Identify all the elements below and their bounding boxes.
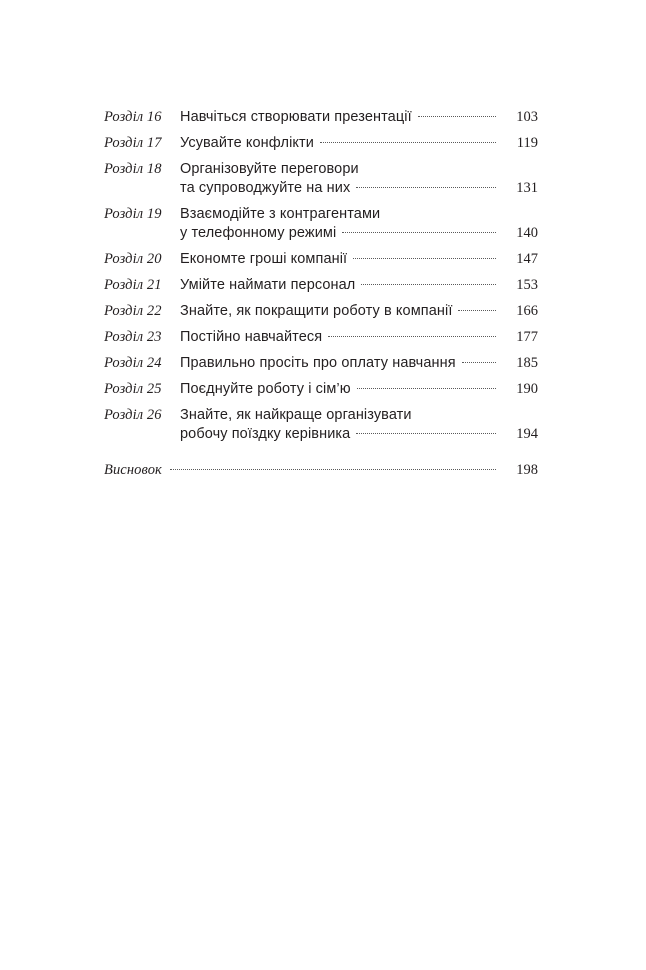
chapter-title-line-1: Взаємодійте з контрагентами [180,206,381,222]
chapter-title: Економте гроші компанії [180,251,348,267]
chapter-title: Постійно навчайтеся [180,329,323,345]
toc-entry-21[interactable] [104,276,538,295]
chapter-label: Розділ 24 [104,355,162,371]
chapter-label: Розділ 26 [104,407,162,423]
page-number: 185 [516,355,538,371]
toc-entry-19[interactable] [104,205,538,243]
chapter-title: Поєднуйте роботу і сім’ю [180,381,351,397]
page-number: 166 [516,303,538,319]
page-number: 177 [516,329,538,345]
dot-leader [356,187,496,188]
chapter-title: Знайте, як покращити роботу в компанії [180,303,453,319]
chapter-title-line-2: та супроводжуйте на них [180,180,351,196]
chapter-title-line-2: робочу поїздку керівника [180,426,351,442]
page-number: 103 [516,109,538,125]
dot-leader [353,258,496,259]
page-number: 190 [516,381,538,397]
chapter-title-line-1: Організовуйте переговори [180,161,359,177]
dot-leader [418,116,496,117]
chapter-title: Правильно просіть про оплату навчання [180,355,456,371]
toc-entry-24[interactable] [104,354,538,373]
toc-entry-25[interactable] [104,380,538,399]
toc-entry-23[interactable] [104,328,538,347]
dot-leader [328,336,496,337]
chapter-label: Розділ 19 [104,206,162,222]
page-number: 153 [516,277,538,293]
page-number: 131 [516,180,538,196]
dot-leader [357,388,496,389]
conclusion-label: Висновок [104,462,162,478]
toc-entry-20[interactable] [104,250,538,269]
chapter-label: Розділ 21 [104,277,162,293]
page-number: 140 [516,225,538,241]
page-number: 119 [516,135,538,151]
page-number: 198 [516,462,538,478]
dot-leader [342,232,496,233]
dot-leader [458,310,496,311]
dot-leader [320,142,496,143]
toc-entry-conclusion[interactable] [104,461,538,480]
chapter-label: Розділ 16 [104,109,162,125]
chapter-label: Розділ 17 [104,135,162,151]
chapter-title-line-1: Знайте, як найкраще організувати [180,407,412,423]
page-number: 194 [516,426,538,442]
toc-entry-17[interactable] [104,134,538,153]
page-number: 147 [516,251,538,267]
chapter-label: Розділ 22 [104,303,162,319]
toc-entry-22[interactable] [104,302,538,321]
dot-leader [170,469,496,470]
chapter-title-line-2: у телефонному режимі [180,225,337,241]
toc-entry-26[interactable] [104,406,538,444]
chapter-label: Розділ 25 [104,381,162,397]
chapter-title: Навчіться створювати презентації [180,109,412,125]
table-of-contents [104,108,538,487]
chapter-title: Умійте наймати персонал [180,277,356,293]
chapter-title: Усувайте конфлікти [180,135,314,151]
dot-leader [462,362,496,363]
toc-entry-16[interactable] [104,108,538,127]
dot-leader [356,433,496,434]
chapter-label: Розділ 23 [104,329,162,345]
chapter-label: Розділ 18 [104,161,162,177]
dot-leader [361,284,496,285]
chapter-label: Розділ 20 [104,251,162,267]
toc-entry-18[interactable] [104,160,538,198]
